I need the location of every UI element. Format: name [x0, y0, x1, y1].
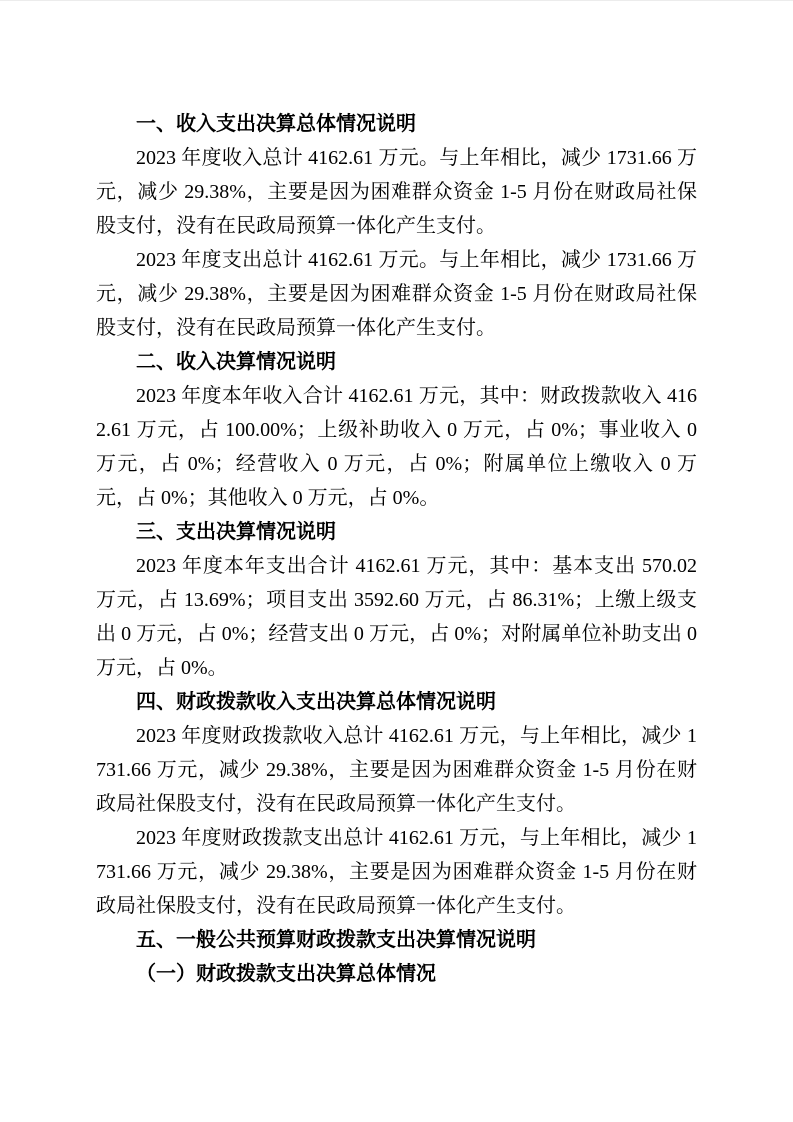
- paragraph-expenditure-breakdown: 2023 年度本年支出合计 4162.61 万元，其中：基本支出 570.02 万元，占 13.69%；项目支出 3592.60 万元，占 86.31%；上缴上级支出 0 万元，占 0%；经营支出 0 万元，占 0%；对附属单位补助支出 0 万元，占 0%。: [96, 555, 697, 679]
- paragraph-income-breakdown: 2023 年度本年收入合计 4162.61 万元，其中：财政拨款收入 4162.61 万元，占 100.00%；上级补助收入 0 万元，占 0%；事业收入 0 万元，占 0%；经营收入 0 万元，占 0%；附属单位上缴收入 0 万元，占 0%；其他收入 0 万元，占 0%。: [96, 385, 697, 509]
- section-heading-income-final-accounts: 二、收入决算情况说明: [136, 351, 336, 373]
- paragraph-income-total: 2023 年度收入总计 4162.61 万元。与上年相比，减少 1731.66 万元，减少 29.38%，主要是因为困难群众资金 1-5 月份在财政局社保股支付，没有在民政局预算一体化产生支付。: [96, 147, 697, 237]
- paragraph-fiscal-appropriation-income: 2023 年度财政拨款收入总计 4162.61 万元，与上年相比，减少 1731.66 万元，减少 29.38%，主要是因为困难群众资金 1-5 月份在财政局社保股支付，没有在民政局预算一体化产生支付。: [96, 725, 697, 815]
- document-content: [96, 107, 697, 991]
- section-heading-fiscal-appropriation-overview: 四、财政拨款收入支出决算总体情况说明: [136, 691, 496, 713]
- section-heading-expenditure-final-accounts: 三、支出决算情况说明: [136, 521, 336, 543]
- paragraph-expenditure-total: 2023 年度支出总计 4162.61 万元。与上年相比，减少 1731.66 万元，减少 29.38%，主要是因为困难群众资金 1-5 月份在财政局社保股支付，没有在民政局预算一体化产生支付。: [96, 249, 697, 339]
- section-heading-general-public-budget-expenditure: 五、一般公共预算财政拨款支出决算情况说明: [136, 929, 536, 951]
- subsection-heading-fiscal-expenditure-overall: （一）财政拨款支出决算总体情况: [136, 963, 436, 985]
- section-heading-income-expenditure-overview: 一、收入支出决算总体情况说明: [136, 113, 416, 135]
- paragraph-fiscal-appropriation-expenditure: 2023 年度财政拨款支出总计 4162.61 万元，与上年相比，减少 1731.66 万元，减少 29.38%，主要是因为困难群众资金 1-5 月份在财政局社保股支付，没有在民政局预算一体化产生支付。: [96, 827, 697, 917]
